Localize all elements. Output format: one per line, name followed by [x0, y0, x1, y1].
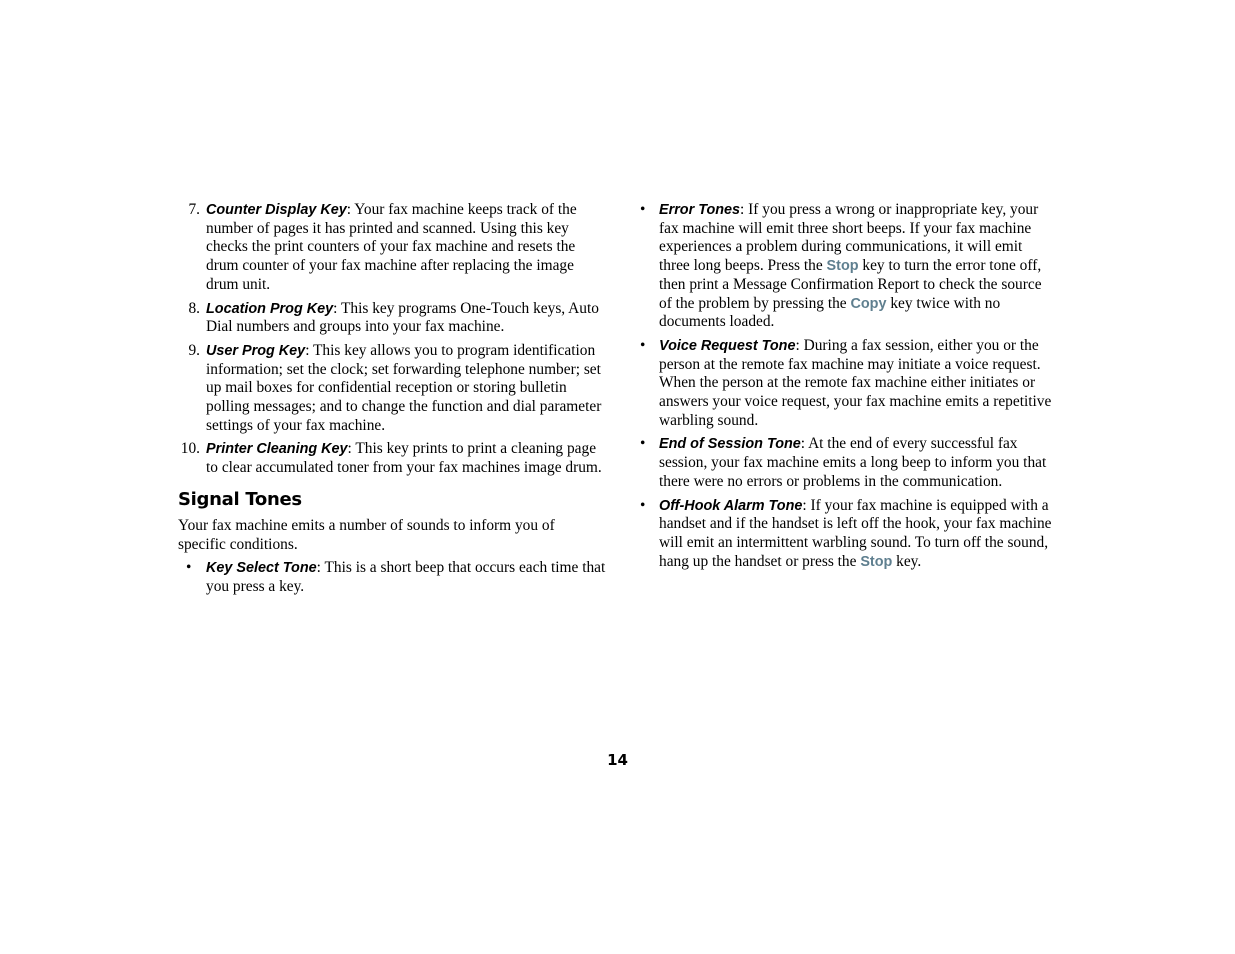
bullet-item-voice-request-tone — [640, 337, 1056, 431]
bullet-item-off-hook-alarm-tone — [640, 497, 1056, 572]
item-text: key twice with no documents loaded. — [659, 294, 1001, 331]
item-term: Voice Request Tone — [659, 337, 796, 354]
page-number: 14 — [607, 751, 628, 769]
numbered-item-10 — [178, 440, 606, 477]
item-text: : This key programs One-Touch keys, Auto Dial numbers and groups into your fax machine. — [206, 299, 599, 336]
bullet-icon: • — [640, 336, 646, 354]
item-term: End of Session Tone — [659, 436, 801, 453]
bullet-icon: • — [640, 496, 646, 514]
bullet-icon: • — [186, 559, 192, 577]
item-text: : Your fax machine keeps track of the number of pages it has printed and scanned. Using this key checks the print counters of your fax machine and resets the drum counter of your fax machine after replacing the image drum unit. — [206, 201, 577, 293]
item-number: 9. — [188, 341, 200, 359]
section-heading: Signal Tones — [178, 488, 302, 510]
stop-key-label: Stop — [860, 553, 893, 570]
item-term: Key Select Tone — [206, 560, 317, 577]
item-term: Off-Hook Alarm Tone — [659, 497, 803, 514]
numbered-item-9 — [178, 342, 606, 436]
item-text: : This key allows you to program identification information; set the clock; set forwarding telephone number; set up mail boxes for confidential reception or storing bulletin polling messages; and to change the function and dial parameter settings of your fax machine. — [206, 341, 602, 434]
item-text: : At the end of every successful fax session, your fax machine emits a long beep to inform you that there were no errors or problems in the communication. — [659, 435, 1047, 490]
item-text: key to turn the error tone off, then print a Message Confirmation Report to check the source of the problem by pressing the — [659, 257, 1042, 312]
bullet-item-error-tones — [640, 201, 1056, 332]
item-term: Location Prog Key — [206, 300, 334, 317]
numbered-item-8 — [178, 300, 606, 337]
bullet-item-key-select-tone — [178, 559, 606, 596]
right-column — [640, 201, 1056, 576]
item-text: : This is a short beep that occurs each time that you press a key. — [206, 559, 606, 595]
item-text: : If you press a wrong or inappropriate key, your fax machine will emit three short beeps. If your fax machine experiences a problem during communications, it will emit three long beeps. Press the — [659, 201, 1039, 275]
item-number: 7. — [188, 201, 200, 218]
item-term: Printer Cleaning Key — [206, 441, 348, 458]
bullet-item-end-of-session-tone — [640, 435, 1056, 491]
item-term: Counter Display Key — [206, 202, 347, 218]
item-text: : If your fax machine is equipped with a handset and if the handset is left off the hook, your fax machine will emit an intermittent warbling sound. To turn off the sound, hang up the handset or press the — [659, 496, 1052, 570]
copy-key-label: Copy — [850, 295, 887, 312]
bullet-icon: • — [640, 435, 646, 453]
item-term: Error Tones — [659, 202, 741, 218]
item-text: key. — [892, 552, 922, 570]
item-number: 10. — [180, 440, 200, 458]
item-text: : During a fax session, either you or the person at the remote fax machine may initiate a voice request. When the person at the remote fax machine either initiates or answers your voice request, your fax machine emits a repetitive warbling sound. — [659, 336, 1052, 429]
item-text: : This key prints to print a cleaning page to clear accumulated toner from your fax machines image drum. — [206, 440, 602, 477]
item-term: User Prog Key — [206, 342, 306, 359]
item-number: 8. — [188, 299, 200, 317]
section-intro: Your fax machine emits a number of sounds to inform you of specific conditions. — [178, 516, 555, 553]
left-column — [178, 201, 606, 602]
stop-key-label: Stop — [826, 258, 859, 275]
bullet-icon: • — [640, 201, 646, 218]
numbered-item-7 — [178, 201, 606, 295]
